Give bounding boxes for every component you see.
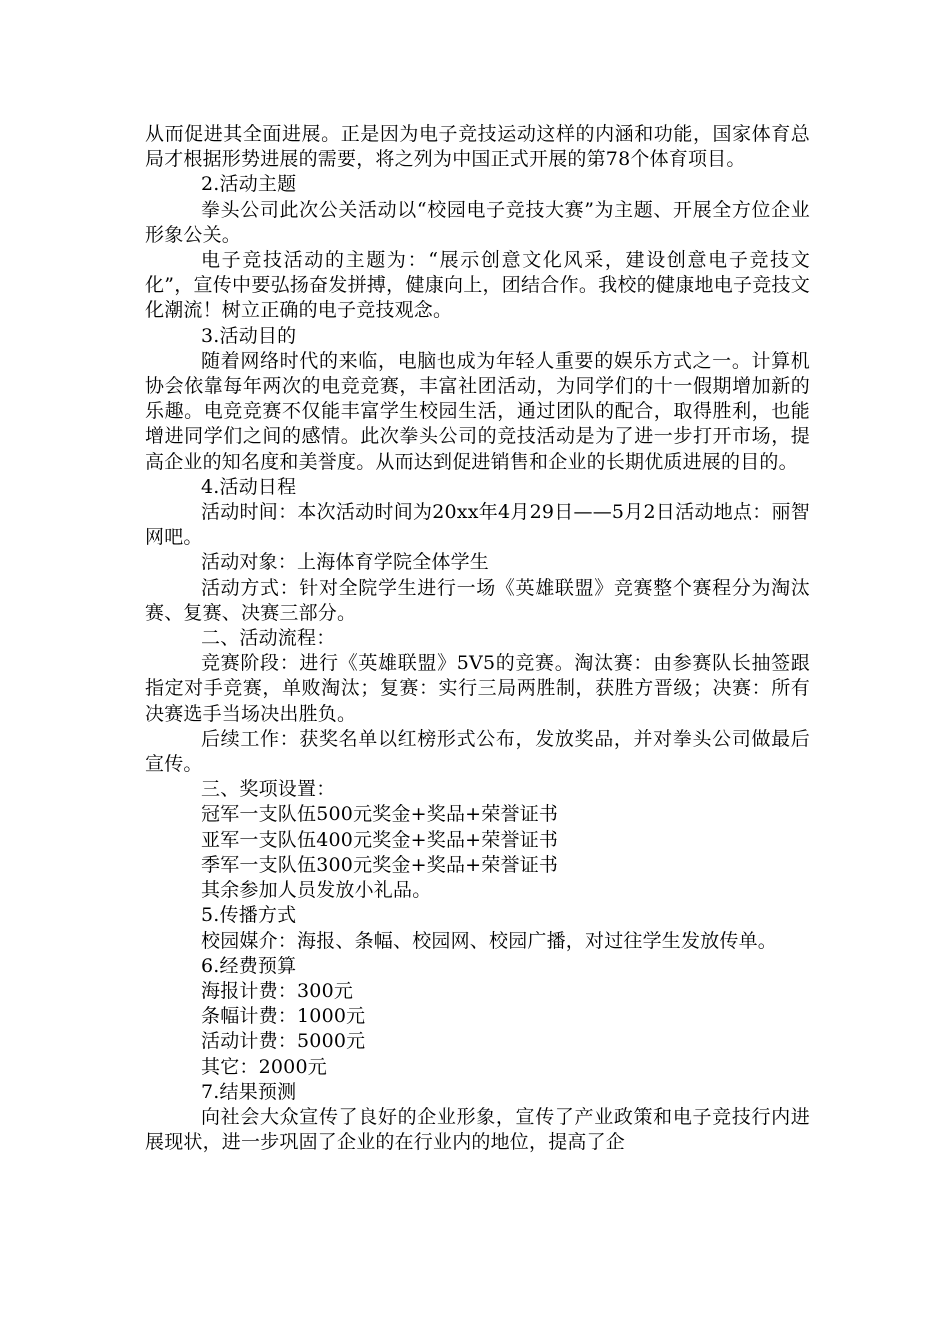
paragraph-theme-esports: 电子竞技活动的主题为：“展示创意文化风采，建设创意电子竞技文化”，宣传中要弘扬奋发拼搏，健康向上，团结合作。我校的健康地电子竞技文化潮流！树立正确的电子竞技观念。 [145, 249, 810, 322]
paragraph-schedule-time: 活动时间：本次活动时间为20xx年4月29日——5月2日活动地点：丽智网吧。 [145, 501, 810, 549]
paragraph-theme-pr: 拳头公司此次公关活动以“校园电子竞技大赛”为主题、开展全方位企业形象公关。 [145, 198, 810, 246]
heading-promotion: 5.传播方式 [201, 904, 297, 927]
heading-activity-theme: 2.活动主题 [201, 173, 297, 196]
heading-activity-process: 二、活动流程： [201, 627, 336, 650]
paragraph-outcome: 向社会大众宣传了良好的企业形象，宣传了产业政策和电子竞技行内进展现状，进一步巩固了企业的在行业内的地位，提高了企 [145, 1105, 810, 1154]
award-first: 冠军一支队伍500元奖金+奖品+荣誉证书 [201, 803, 559, 826]
heading-awards: 三、奖项设置： [201, 778, 336, 801]
budget-poster: 海报计费：300元 [201, 979, 354, 1002]
paragraph-process-followup: 后续工作：获奖名单以红榜形式公布，发放奖品，并对拳头公司做最后宣传。 [145, 727, 810, 776]
heading-activity-purpose: 3.活动目的 [201, 324, 297, 347]
budget-other: 其它：2000元 [201, 1055, 327, 1078]
award-others: 其余参加人员发放小礼品。 [201, 879, 432, 902]
paragraph-process-stages: 竞赛阶段：进行《英雄联盟》5V5的竞赛。淘汰赛：由参赛队长抽签跟指定对手竞赛，单败淘汰；复赛：实行三局两胜制，获胜方晋级；决赛：所有决赛选手当场决出胜负。 [145, 652, 810, 725]
award-second: 亚军一支队伍400元奖金+奖品+荣誉证书 [201, 828, 559, 851]
document-body [145, 122, 810, 1155]
heading-outcome: 7.结果预测 [201, 1080, 297, 1103]
paragraph-purpose: 随着网络时代的来临，电脑也成为年轻人重要的娱乐方式之一。计算机协会依靠每年两次的电竞竞赛，丰富社团活动，为同学们的十一假期增加新的乐趣。电竞竞赛不仅能丰富学生校园生活，通过团队的配合，取得胜利，也能增进同学们之间的感情。此次拳头公司的竞技活动是为了进一步打开市场，提高企业的知名度和美誉度。从而达到促进销售和企业的长期优质进展的目的。 [145, 349, 810, 473]
paragraph-schedule-audience: 活动对象：上海体育学院全体学生 [201, 551, 490, 574]
paragraph-promotion-media: 校园媒介：海报、条幅、校园网、校园广播，对过往学生发放传单。 [201, 929, 778, 952]
paragraph-intro-continuation: 从而促进其全面进展。正是因为电子竞技运动这样的内涵和功能，国家体育总局才根据形势进展的需要，将之列为中国正式开展的第78个体育项目。 [145, 123, 810, 171]
budget-activity: 活动计费：5000元 [201, 1030, 366, 1053]
heading-budget: 6.经费预算 [201, 954, 297, 977]
heading-activity-schedule: 4.活动日程 [201, 475, 297, 498]
award-third: 季军一支队伍300元奖金+奖品+荣誉证书 [201, 853, 559, 876]
paragraph-schedule-format: 活动方式：针对全院学生进行一场《英雄联盟》竞赛整个赛程分为淘汰赛、复赛、决赛三部分。 [145, 576, 810, 624]
budget-banner: 条幅计费：1000元 [201, 1005, 366, 1028]
